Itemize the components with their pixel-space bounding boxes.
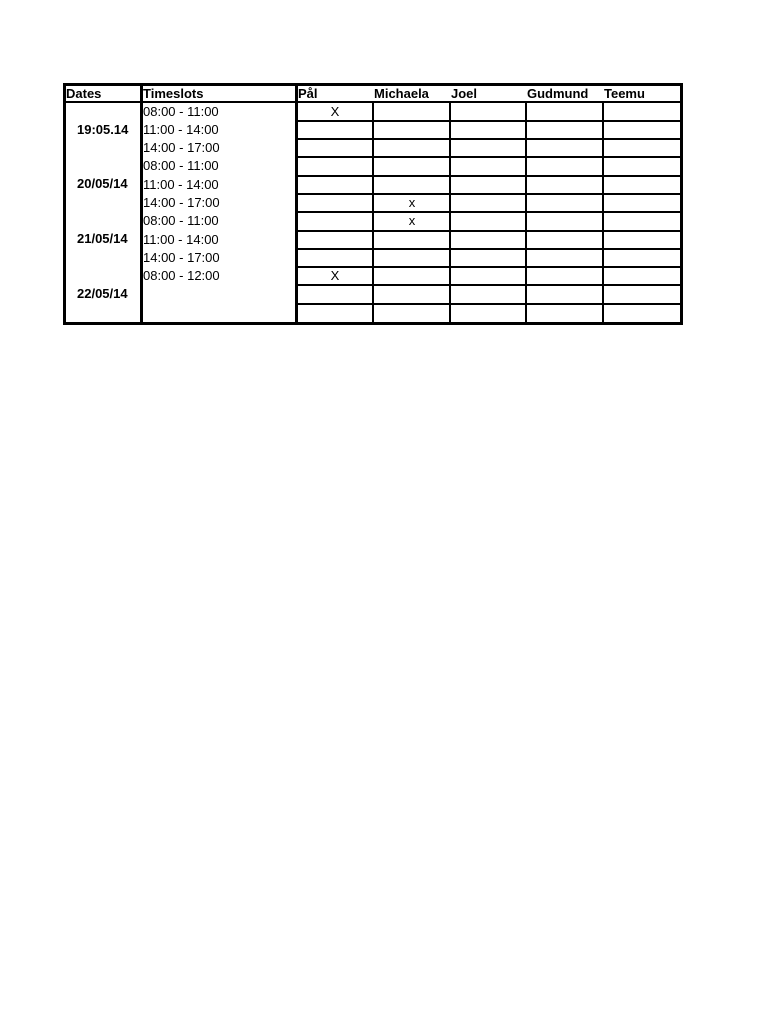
grid-row-line [296,138,683,140]
grid-row-line [296,230,683,232]
header-timeslots: Timeslots [143,86,204,101]
timeslot-label: 14:00 - 17:00 [143,250,220,265]
grid-row-line [296,175,683,177]
grid-column-line [525,101,527,325]
timeslot-label: 11:00 - 14:00 [143,122,219,137]
header-person-teemu: Teemu [604,86,645,101]
header-person-gudmund: Gudmund [527,86,589,101]
timeslot-label: 08:00 - 11:00 [143,104,219,119]
timeslot-label: 11:00 - 14:00 [143,177,219,192]
date-label: 21/05/14 [77,231,128,246]
timeslot-label: 14:00 - 17:00 [143,195,220,210]
timeslot-label: 08:00 - 11:00 [143,213,219,228]
header-person-michaela: Michaela [374,86,429,101]
grid-row-line [296,303,683,305]
grid-row-line [296,193,683,195]
timeslot-label: 14:00 - 17:00 [143,140,220,155]
availability-mark: X [330,268,340,283]
grid-row-line [296,284,683,286]
availability-mark: x [408,195,416,210]
availability-mark: X [330,104,340,119]
header-person-pal: Pål [298,86,318,101]
timeslot-label: 08:00 - 11:00 [143,158,219,173]
grid-row-line [296,248,683,250]
header-dates: Dates [66,86,102,101]
date-label: 19:05.14 [77,122,129,137]
availability-mark: x [408,213,416,228]
grid-row-line [296,211,683,213]
grid-row-line [296,156,683,158]
timeslot-label: 11:00 - 14:00 [143,232,219,247]
date-label: 22/05/14 [77,286,128,301]
grid-row-line [296,120,683,122]
grid-column-line [602,101,604,325]
header-person-joel: Joel [451,86,478,101]
timeslot-label: 08:00 - 12:00 [143,268,220,283]
availability-table [63,83,683,325]
date-label: 20/05/14 [77,176,128,191]
